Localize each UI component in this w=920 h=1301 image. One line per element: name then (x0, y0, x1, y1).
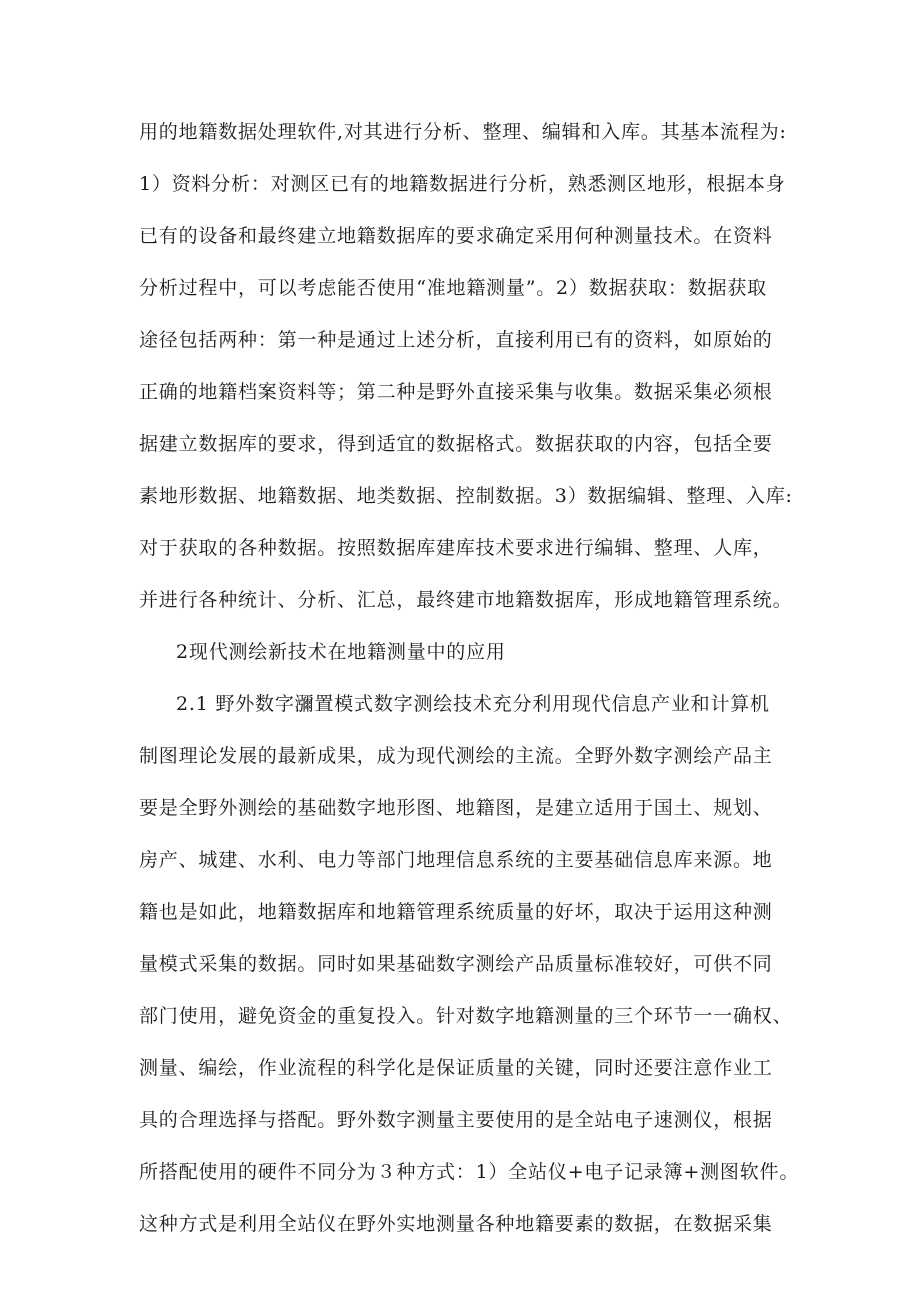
paragraph-line-21: 这种方式是利用全站仪在野外实地测量各种地籍要素的数据，在数据采集 (139, 1213, 773, 1235)
paragraph-line-1: 用的地籍数据处理软件,对其进行分析、整理、编辑和入库。其基本流程为: (139, 121, 787, 143)
paragraph-line-13: 要是全野外测绘的基础数字地形图、地籍图，是建立适用于国土、规划、 (139, 797, 773, 819)
paragraph-line-9: 对于获取的各种数据。按照数据库建库技术要求进行编辑、整理、人库， (139, 537, 773, 559)
paragraph-line-16: 量模式采集的数据。同时如果基础数字测绘产品质量标准较好，可供不同 (139, 953, 773, 975)
paragraph-line-7: 据建立数据库的要求，得到适宜的数据格式。数据获取的内容，包括全要 (139, 433, 773, 455)
subsection-line-1: 2.1 野外数字瀰置模式数字测绘技术充分利用现代信息产业和计算机 (176, 693, 770, 715)
paragraph-line-20: 所搭配使用的硬件不同分为３种方式：1）全站仪+电子记录簿+测图软件。 (139, 1161, 800, 1183)
paragraph-line-15: 籍也是如此，地籍数据库和地籍管理系统质量的好坏，取决于运用这种测 (139, 901, 773, 923)
paragraph-line-14: 房产、城建、水利、电力等部门地理信息系统的主要基础信息库来源。地 (139, 849, 773, 871)
paragraph-line-2: 1）资料分析：对测区已有的地籍数据进行分析，熟悉测区地形，根据本身 (139, 173, 786, 195)
section-heading: 2现代测绘新技术在地籍测量中的应用 (176, 641, 506, 663)
paragraph-line-18: 测量、编绘，作业流程的科学化是保证质量的关键，同时还要注意作业工 (139, 1057, 773, 1079)
paragraph-line-5: 途径包括两种：第一种是通过上述分析，直接利用已有的资料，如原始的 (139, 329, 773, 351)
paragraph-line-6: 正确的地籍档案资料等；第二种是野外直接采集与收集。数据采集必须根 (139, 381, 773, 403)
paragraph-line-8: 素地形数据、地籍数据、地类数据、控制数据。3）数据编辑、整理、入库: (139, 485, 793, 507)
paragraph-line-12: 制图理论发展的最新成果，成为现代测绘的主流。全野外数字测绘产品主 (139, 745, 773, 767)
paragraph-line-3: 已有的设备和最终建立地籍数据库的要求确定采用何种测量技术。在资料 (139, 225, 773, 247)
paragraph-line-19: 具的合理选择与搭配。野外数字测量主要使用的是全站电子速测仪，根据 (139, 1109, 773, 1131)
paragraph-line-4: 分析过程中，可以考虑能否使用“准地籍测量”。2）数据获取：数据获取 (139, 277, 767, 299)
paragraph-line-10: 并进行各种统计、分析、汇总，最终建市地籍数据库，形成地籍管理系统。 (139, 589, 793, 611)
paragraph-line-17: 部门使用，避免资金的重复投入。针对数字地籍测量的三个环节一一确权、 (139, 1005, 793, 1027)
